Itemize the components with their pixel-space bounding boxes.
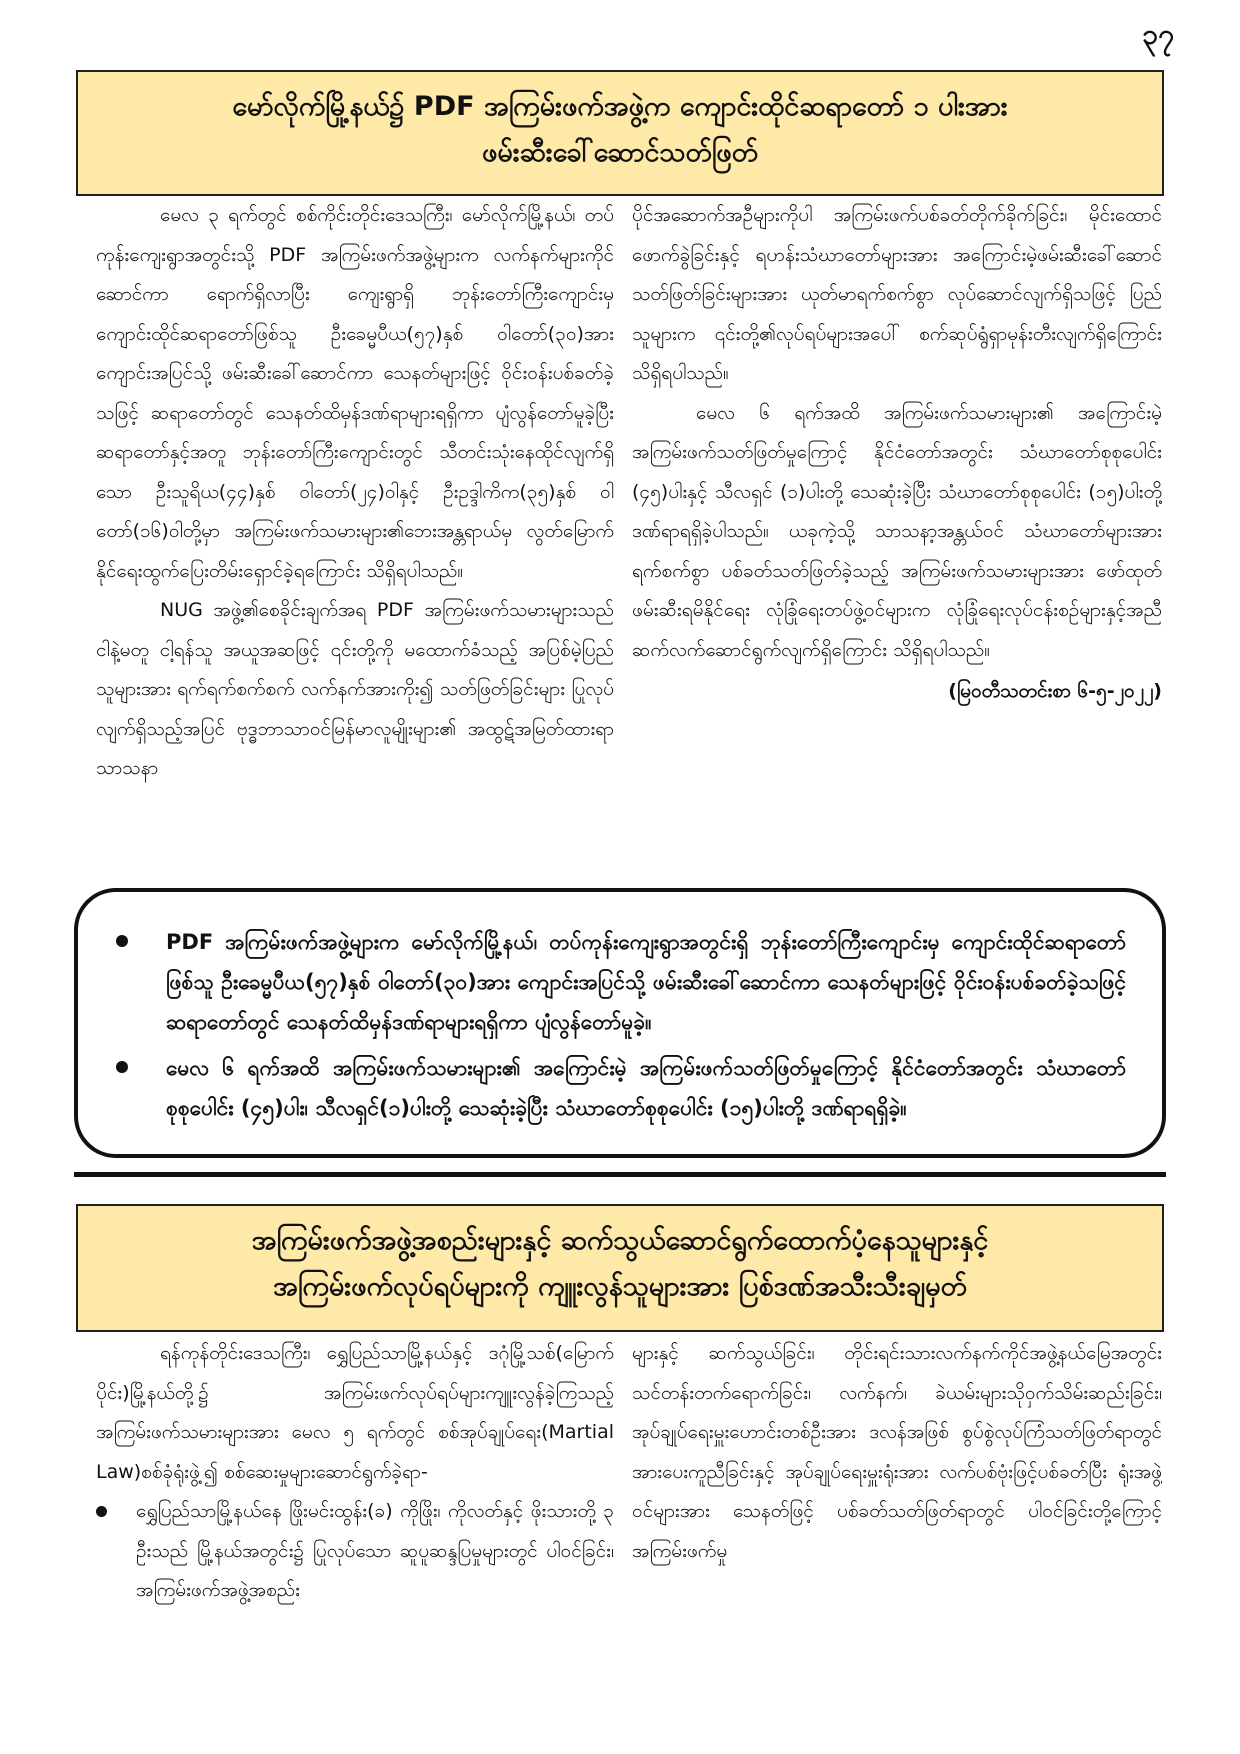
summary-item — [114, 1048, 1126, 1128]
article1-paragraph-2: NUG အဖွဲ့၏စေခိုင်းချက်အရ PDF အကြမ်းဖက်သမားများသည် ငါနဲ့မတူ ငါ့ရန်သူ အယူအဆဖြင့် ၎င်းတို့ကို မထောက်ခံသည့် အပြစ်မဲ့ပြည်သူများအား ရက်ရက်စက်စက် လက်နက်အားကိုး၍ သတ်ဖြတ်ခြင်းများ ပြုလုပ်လျက်ရှိသည့်အပြင် ဗုဒ္ဓဘာသာဝင်မြန်မာလူမျိုးများ၏ အထွဋ်အမြတ်ထားရာ သာသနာ — [96, 599, 614, 779]
bullet-icon — [116, 1061, 128, 1073]
article1-headline — [76, 70, 1164, 196]
article1-paragraph-4: မေလ ၆ ရက်အထိ အကြမ်းဖက်သမားများ၏ အကြောင်းမဲ့အကြမ်းဖက်သတ်ဖြတ်မှုကြောင့် နိုင်ငံတော်အတွင်း သံဃာတော်စုစုပေါင်း (၄၅)ပါးနှင့် သီလရှင် (၁)ပါးတို့ သေဆုံးခဲ့ပြီး သံဃာတော်စုစုပေါင်း (၁၅)ပါးတို့ ဒဏ်ရာရရှိခဲ့ပါသည်။ ယခုကဲ့သို့ သာသနာ့အန္တယ်ဝင် သံဃာတော်များအား ရက်စက်စွာ ပစ်ခတ်သတ်ဖြတ်ခဲ့သည့် အကြမ်းဖက်သမားများအား ဖော်ထုတ်ဖမ်းဆီးရမိနိုင်ရေး လုံခြုံရေးတပ်ဖွဲ့ဝင်များက လုံခြုံရေးလုပ်ငန်းစဉ်များနှင့်အညီ ဆက်လက်ဆောင်ရွက်လျက်ရှိကြောင်း သိရှိရပါသည်။ — [632, 401, 1162, 661]
article2-list-item-text: ရွှေပြည်သာမြို့နယ်နေ ဖြိုးမင်းထွန်း(ခ) ကိုဖြိုး၊ ကိုလတ်နှင့် ဖိုးသားတို့ ၃ ဦးသည် မြို့နယ်အတွင်း၌ ပြုလုပ်သော ဆူပူဆန္ဒပြမှုများတွင် ပါဝင်ခြင်း၊ အကြမ်းဖက်အဖွဲ့အစည်း — [136, 1500, 614, 1601]
article2-headline-line-2: အကြမ်းဖက်လုပ်ရပ်များကို ကျူးလွန်သူများအား ပြစ်ဒဏ်အသီးသီးချမှတ် — [273, 1271, 967, 1302]
article2-intro: ရန်ကုန်တိုင်းဒေသကြီး၊ ရွှေပြည်သာမြို့နယ်နှင့် ဒဂုံမြို့သစ်(မြောက်ပိုင်း)မြို့နယ်တို့၌ အကြမ်းဖက်လုပ်ရပ်များကျူးလွန်ခဲ့ကြသည့် အကြမ်းဖက်သမားများအား မေလ ၅ ရက်တွင် စစ်အုပ်ချုပ်ရေး(Martial Law)စစ်ခုံရုံးဖွဲ့၍ စစ်ဆေးမှုများဆောင်ရွက်ခဲ့ရာ- — [96, 1342, 614, 1483]
article2-list — [96, 1492, 614, 1611]
article2-list-item — [96, 1492, 614, 1611]
article2-headline — [76, 1204, 1164, 1332]
article2-column-left — [96, 1334, 614, 1754]
bullet-icon — [116, 935, 128, 947]
article1-paragraph-1: မေလ ၃ ရက်တွင် စစ်ကိုင်းတိုင်းဒေသကြီး၊ မော်လိုက်မြို့နယ်၊ တပ်ကုန်းကျေးရွာအတွင်းသို့ PDF အကြမ်းဖက်အဖွဲ့များက လက်နက်များကိုင်ဆောင်ကာ ရောက်ရှိလာပြီး ကျေးရွာရှိ ဘုန်းတော်ကြီးကျောင်းမှ ကျောင်းထိုင်ဆရာတော်ဖြစ်သူ ဦးခေမ္မပီယ(၅၇)နှစ် ဝါတော်(၃၀)အား ကျောင်းအပြင်သို့ ဖမ်းဆီးခေါ်ဆောင်ကာ သေနတ်များဖြင့် ဝိုင်းဝန်းပစ်ခတ်ခဲ့သဖြင့် ဆရာတော်တွင် သေနတ်ထိမှန်ဒဏ်ရာများရရှိကာ ပျံလွန်တော်မူခဲ့ပြီး ဆရာတော်နှင့်အတူ ဘုန်းတော်ကြီးကျောင်းတွင် သီတင်းသုံးနေထိုင်လျက်ရှိသော ဦးသူရိယ(၄၄)နှစ် ဝါတော်(၂၄)ဝါနှင့် ဦးဥဒ္ဒါကိက(၃၅)နှစ် ဝါတော်(၁၆)ဝါတို့မှာ အကြမ်းဖက်သမားများ၏ဘေးအန္တရာယ်မှ လွတ်မြောက်နိုင်ရေးထွက်ပြေးတိမ်းရှောင်ခဲ့ရကြောင်း သိရှိရပါသည်။ — [96, 204, 614, 582]
summary-list — [114, 922, 1126, 1128]
article1-column-right — [632, 196, 1162, 836]
article1-paragraph-3: ပိုင်အဆောက်အဦများကိုပါ အကြမ်းဖက်ပစ်ခတ်တိုက်ခိုက်ခြင်း၊ မိုင်းထောင်ဖောက်ခွဲခြင်းနှင့် ရဟန်းသံဃာတော်များအား အကြောင်းမဲ့ဖမ်းဆီးခေါ်ဆောင်သတ်ဖြတ်ခြင်းများအား ယုတ်မာရက်စက်စွာ လုပ်ဆောင်လျက်ရှိသဖြင့် ပြည်သူများက ၎င်းတို့၏လုပ်ရပ်များအပေါ် စက်ဆုပ်ရွံရှာမုန်းတီးလျက်ရှိကြောင်း သိရှိရပါသည်။ — [632, 204, 1162, 384]
page-number: ၃၇ — [1142, 18, 1174, 51]
article2-column-right — [632, 1334, 1162, 1634]
article1-headline-line-2: ဖမ်းဆီးခေါ်ဆောင်သတ်ဖြတ် — [481, 137, 759, 168]
summary-item-text: မေလ ၆ ရက်အထိ အကြမ်းဖက်သမားများ၏ အကြောင်းမဲ့ အကြမ်းဖက်သတ်ဖြတ်မှုကြောင့် နိုင်ငံတော်အတွင်း သံဃာတော်စုစုပေါင်း (၄၅)ပါး၊ သီလရှင်(၁)ပါးတို့ သေဆုံးခဲ့ပြီး သံဃာတော်စုစုပေါင်း (၁၅)ပါးတို့ ဒဏ်ရာရရှိခဲ့။ — [166, 1056, 1126, 1120]
article2-headline-line-1: အကြမ်းဖက်အဖွဲ့အစည်းများနှင့် ဆက်သွယ်ဆောင်ရွက်ထောက်ပံ့နေသူများနှင့် — [251, 1225, 989, 1256]
summary-item — [114, 922, 1126, 1042]
summary-box — [74, 888, 1166, 1158]
section-divider — [74, 1172, 1166, 1177]
article2-continuation: များနှင့် ဆက်သွယ်ခြင်း၊ တိုင်းရင်းသားလက်နက်ကိုင်အဖွဲ့နယ်မြေအတွင်း သင်တန်းတက်ရောက်ခြင်း၊ လက်နက်၊ ခဲယမ်းများသိုဝှက်သိမ်းဆည်းခြင်း၊ အုပ်ချုပ်ရေးမှူးဟောင်းတစ်ဦးအား ဒလန်အဖြစ် စွပ်စွဲလုပ်ကြံသတ်ဖြတ်ရာတွင် အားပေးကူညီခြင်းနှင့် အုပ်ချုပ်ရေးမှူးရုံးအား လက်ပစ်ဗုံးဖြင့်ပစ်ခတ်ပြီး ရုံးအဖွဲ့ဝင်များအား သေနတ်ဖြင့် ပစ်ခတ်သတ်ဖြတ်ရာတွင် ပါဝင်ခြင်းတို့ကြောင့် အကြမ်းဖက်မှု — [632, 1342, 1162, 1562]
bullet-icon — [96, 1506, 107, 1517]
article1-headline-line-1: မော်လိုက်မြို့နယ်၌ PDF အကြမ်းဖက်အဖွဲ့က ကျောင်းထိုင်ဆရာတော် ၁ ပါးအား — [232, 91, 1008, 122]
article1-source: (မြဝတီသတင်းစာ ၆-၅-၂၀၂၂) — [948, 680, 1162, 702]
summary-item-text: PDF အကြမ်းဖက်အဖွဲ့များက မော်လိုက်မြို့နယ်၊ တပ်ကုန်းကျေးရွာအတွင်းရှိ ဘုန်းတော်ကြီးကျောင်းမှ ကျောင်းထိုင်ဆရာတော်ဖြစ်သူ ဦးခေမ္မပီယ(၅၇)နှစ် ဝါတော်(၃၀)အား ကျောင်းအပြင်သို့ ဖမ်းဆီးခေါ်ဆောင်ကာ သေနတ်များဖြင့် ဝိုင်းဝန်းပစ်ခတ်ခဲ့သဖြင့် ဆရာတော်တွင် သေနတ်ထိမှန်ဒဏ်ရာများရရှိကာ ပျံလွန်တော်မူခဲ့။ — [166, 930, 1126, 1034]
article1-column-left — [96, 196, 614, 874]
